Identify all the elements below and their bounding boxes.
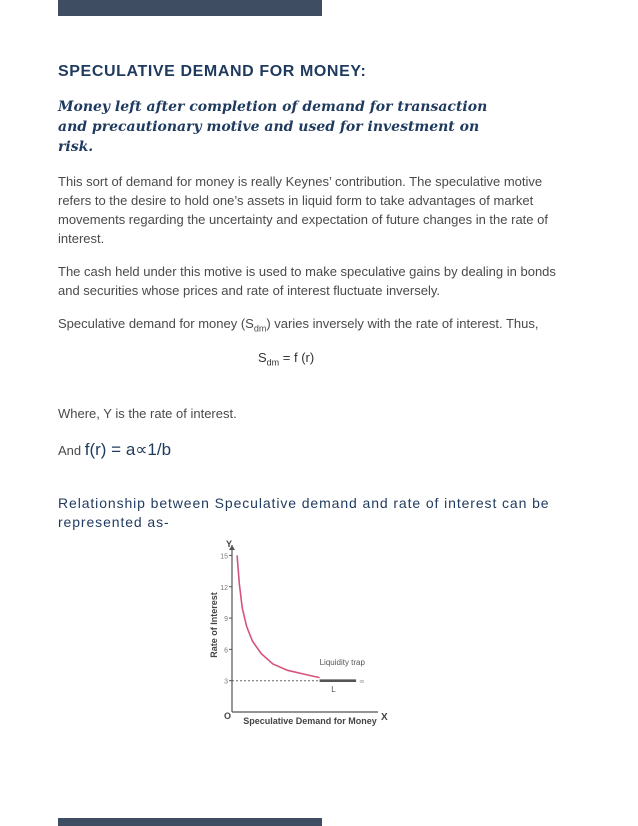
paragraph-cash: The cash held under this motive is used to make speculative gains by dealing in bonds and securities whose prices and rate of interest fluctuate inversely. <box>58 264 556 298</box>
demand-curve-0 <box>237 555 320 677</box>
x-axis-title: Speculative Demand for Money <box>243 716 377 726</box>
subtitle: Money left after completion of demand for transaction and precautionary motive and used for investment on risk. <box>58 99 488 155</box>
text-segment: Speculative demand for money (S <box>58 316 254 331</box>
y-axis-title: Rate of Interest <box>209 592 219 658</box>
formula-subscript: dm <box>266 357 280 368</box>
formula-symbol: S <box>258 350 267 365</box>
relationship-heading: Relationship between Speculative demand and rate of interest can be represented as- <box>58 495 550 530</box>
infinity-glyph: ∞ <box>359 677 365 686</box>
y-tick-label-12: 12 <box>220 584 228 592</box>
text-segment: ) varies inversely with the rate of interest. Thus, <box>266 316 539 331</box>
y-tick-label-15: 15 <box>220 553 228 561</box>
y-axis-letter: Y <box>226 539 233 549</box>
paragraph-keynes: This sort of demand for money is really Keynes’ contribution. The speculative motive refers to the desire to hold one’s assets in liquid form to take advantages of market movements regarding the uncertainty and expectation of future changes in the rate of interest. <box>58 174 548 246</box>
header-decor-bar <box>58 0 322 16</box>
y-tick-label-3: 3 <box>224 678 228 686</box>
x-axis-letter: X <box>381 712 388 723</box>
and-line <box>58 440 171 460</box>
formula <box>258 350 314 368</box>
page-title: SPECULATIVE DEMAND FOR MONEY: <box>58 63 367 80</box>
liquidity-chart <box>200 535 400 730</box>
paragraph-speculative <box>58 314 578 339</box>
and-prefix: And <box>58 443 85 458</box>
where-line: Where, Y is the rate of interest. <box>58 406 237 421</box>
y-tick-label-6: 6 <box>224 647 228 655</box>
and-expression: f(r) = a∝1/b <box>84 440 172 459</box>
subscript: dm <box>253 323 267 334</box>
origin-label: O <box>224 711 232 721</box>
formula-rest: = f (r) <box>279 350 315 365</box>
chart-layer <box>220 545 378 712</box>
annotation-1: L <box>331 685 336 695</box>
y-tick-label-9: 9 <box>224 616 228 624</box>
footer-decor-bar <box>58 818 322 826</box>
annotation-0: Liquidity trap <box>319 658 365 668</box>
